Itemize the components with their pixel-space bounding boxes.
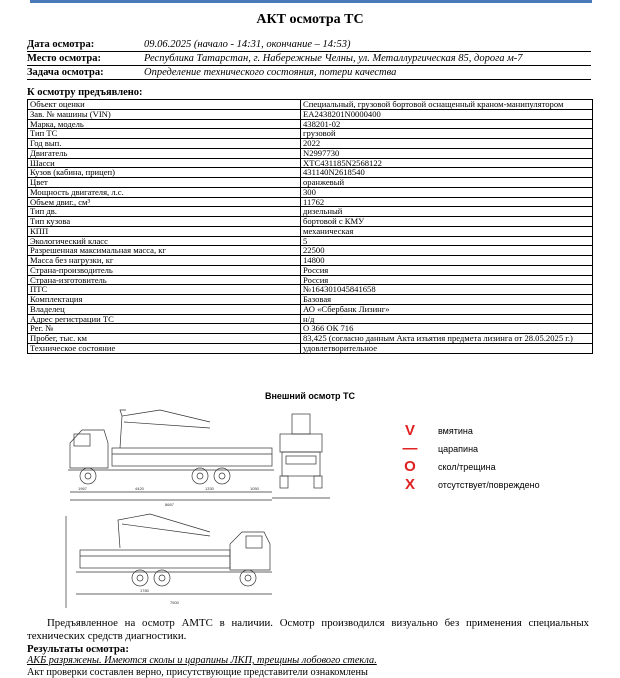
- spec-key: Зав. № машины (VIN): [28, 109, 301, 119]
- spec-value: Специальный, грузовой бортовой оснащенный краном-манипулятором: [301, 100, 593, 110]
- spec-value: удовлетворительное: [301, 343, 593, 353]
- spec-row: [28, 217, 593, 227]
- spec-row: [28, 100, 593, 110]
- closing-line: Акт проверки составлен верно, присутствующие представители ознакомлены: [27, 667, 368, 678]
- spec-row: [28, 343, 593, 353]
- spec-row: [28, 207, 593, 217]
- document-title: АКТ осмотра ТС: [256, 12, 364, 27]
- spec-value: Россия: [301, 275, 593, 285]
- meta-label: Дата осмотра:: [27, 39, 95, 50]
- spec-value: 22500: [301, 246, 593, 256]
- meta-row-place: [27, 52, 591, 66]
- spec-value: ХТС431185N2568122: [301, 158, 593, 168]
- spec-key: Мощность двигателя, л.с.: [28, 187, 301, 197]
- meta-value: 09.06.2025 (начало - 14:31, окончание – 14:53): [144, 39, 351, 50]
- legend-label: вмятина: [438, 426, 473, 436]
- spec-row: [28, 236, 593, 246]
- spec-key: Объем двиг., см³: [28, 197, 301, 207]
- spec-row: [28, 187, 593, 197]
- spec-row: [28, 226, 593, 236]
- spec-value: дизельный: [301, 207, 593, 217]
- spec-value: 300: [301, 187, 593, 197]
- meta-row-date: [27, 38, 591, 52]
- chip-icon: O: [404, 458, 416, 475]
- spec-row: [28, 256, 593, 266]
- spec-key: Двигатель: [28, 148, 301, 158]
- spec-value: №164301045841658: [301, 285, 593, 295]
- exterior-title: Внешний осмотр ТС: [264, 391, 356, 401]
- spec-row: [28, 334, 593, 344]
- truck-front-view-drawing: [270, 412, 332, 502]
- spec-value: н/д: [301, 314, 593, 324]
- spec-row: [28, 324, 593, 334]
- spec-row: [28, 119, 593, 129]
- dim-label: 1050: [250, 486, 259, 491]
- meta-row-task: [27, 66, 591, 80]
- spec-row: [28, 148, 593, 158]
- spec-key: Страна-изготовитель: [28, 275, 301, 285]
- spec-value: 14800: [301, 256, 593, 266]
- spec-row: [28, 285, 593, 295]
- dim-label: 8667: [165, 502, 174, 507]
- spec-row: [28, 197, 593, 207]
- legend-label: царапина: [438, 444, 479, 454]
- spec-row: [28, 295, 593, 305]
- meta-label: Место осмотра:: [27, 53, 102, 64]
- meta-value: Определение технического состояния, потери качества: [144, 67, 397, 78]
- dim-label: 4420: [135, 486, 144, 491]
- spec-value: бортовой с КМУ: [301, 217, 593, 227]
- spec-key: Владелец: [28, 304, 301, 314]
- results-title: Результаты осмотра:: [27, 643, 129, 655]
- dim-label: 1780: [140, 588, 149, 593]
- spec-key: Разрешенная максимальная масса, кг: [28, 246, 301, 256]
- spec-key: Кузов (кабина, прицеп): [28, 168, 301, 178]
- spec-key: Комплектация: [28, 295, 301, 305]
- spec-row: [28, 178, 593, 188]
- spec-row: [28, 129, 593, 139]
- spec-table: [27, 99, 593, 354]
- spec-value: механическая: [301, 226, 593, 236]
- section-title: К осмотру предъявлено:: [27, 87, 143, 98]
- legend-label: отсутствует/повреждено: [438, 480, 540, 490]
- truck-second-view-drawing: [60, 512, 290, 612]
- spec-row: [28, 158, 593, 168]
- spec-key: КПП: [28, 226, 301, 236]
- spec-value: О 366 ОК 716: [301, 324, 593, 334]
- spec-key: Тип ТС: [28, 129, 301, 139]
- spec-key: Пробег, тыс. км: [28, 334, 301, 344]
- spec-value: Россия: [301, 265, 593, 275]
- dim-label: 1967: [78, 486, 87, 491]
- spec-value: 431140N2618540: [301, 168, 593, 178]
- legend-label: скол/трещина: [438, 462, 496, 472]
- spec-row: [28, 265, 593, 275]
- spec-row: [28, 246, 593, 256]
- spec-key: Тип кузова: [28, 217, 301, 227]
- spec-key: Шасси: [28, 158, 301, 168]
- spec-key: Цвет: [28, 178, 301, 188]
- spec-key: Объект оценки: [28, 100, 301, 110]
- spec-value: АО «Сбербанк Лизинг»: [301, 304, 593, 314]
- spec-value: 438201-02: [301, 119, 593, 129]
- spec-key: Масса без нагрузки, кг: [28, 256, 301, 266]
- scratch-icon: —: [402, 440, 418, 457]
- dim-label: 1330: [205, 486, 214, 491]
- spec-key: ПТС: [28, 285, 301, 295]
- dim-label: 7500: [170, 600, 179, 605]
- spec-key: Экологический класс: [28, 236, 301, 246]
- spec-key: Марка, модель: [28, 119, 301, 129]
- spec-row: [28, 304, 593, 314]
- top-rule: [30, 0, 592, 3]
- meta-label: Задача осмотра:: [27, 67, 104, 78]
- dent-icon: V: [404, 422, 415, 439]
- spec-value: грузовой: [301, 129, 593, 139]
- spec-row: [28, 109, 593, 119]
- missing-icon: X: [404, 476, 415, 493]
- spec-row: [28, 139, 593, 149]
- truck-side-view-drawing: [60, 408, 290, 508]
- spec-row: [28, 168, 593, 178]
- spec-value: оранжевый: [301, 178, 593, 188]
- spec-value: 2022: [301, 139, 593, 149]
- spec-key: Техническое состояние: [28, 343, 301, 353]
- meta-value: Республика Татарстан, г. Набережные Челны, ул. Металлургическая 85, дорога м-7: [144, 53, 523, 64]
- spec-value: 11762: [301, 197, 593, 207]
- spec-value: Базовая: [301, 295, 593, 305]
- spec-key: Тип дв.: [28, 207, 301, 217]
- spec-value: 5: [301, 236, 593, 246]
- spec-row: [28, 275, 593, 285]
- spec-row: [28, 314, 593, 324]
- spec-key: Рег. №: [28, 324, 301, 334]
- spec-value: 83,425 (согласно данным Акта изъятия предмета лизинга от 28.05.2025 г.): [301, 334, 593, 344]
- spec-value: ЕА2438201N0000400: [301, 109, 593, 119]
- spec-key: Год вып.: [28, 139, 301, 149]
- results-line: АКБ разряжены. Имеются сколы и царапины ЛКП, трещины лобового стекла.: [27, 655, 377, 666]
- spec-key: Адрес регистрации ТС: [28, 314, 301, 324]
- spec-key: Страна-производитель: [28, 265, 301, 275]
- inspection-paragraph: Предъявленное на осмотр АМТС в наличии. Осмотр производился визуально без применения специальных технических средств диагностики.: [27, 617, 589, 642]
- spec-value: N2997730: [301, 148, 593, 158]
